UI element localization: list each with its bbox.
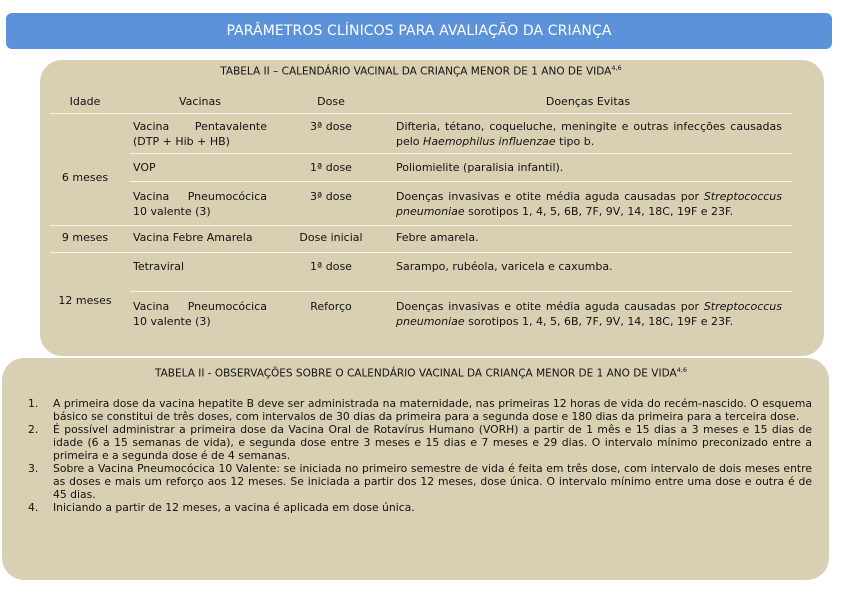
observation-number: 1. bbox=[28, 397, 39, 410]
age-6-meses: 6 meses bbox=[61, 171, 109, 184]
disease-cell: Poliomielite (paralisia infantil). bbox=[396, 161, 564, 174]
header-vacinas: Vacinas bbox=[179, 95, 221, 108]
age-9-meses: 9 meses bbox=[61, 231, 109, 244]
observation-number: 2. bbox=[28, 423, 39, 436]
dose-cell: Dose inicial bbox=[299, 231, 363, 244]
row-divider bbox=[50, 225, 792, 226]
vaccine-cell: Tetraviral bbox=[133, 260, 185, 273]
row-divider bbox=[130, 153, 792, 154]
age-12-meses: 12 meses bbox=[58, 294, 112, 307]
vaccine-table-title: TABELA II – CALENDÁRIO VACINAL DA CRIANÇA MENOR DE 1 ANO DE VIDA$^{4,6}$ bbox=[220, 64, 622, 78]
row-divider bbox=[50, 252, 792, 253]
observation-item bbox=[28, 423, 812, 462]
vaccine-cell: Vacina Febre Amarela bbox=[133, 231, 253, 244]
observation-item bbox=[28, 501, 812, 514]
observation-text: Sobre a Vacina Pneumocócica 10 Valente: se iniciada no primeiro semestre de vida é feita em três dose, com intervalo de dois meses entre as doses e mais um reforço aos 12 meses. Se iniciada a partir dos 12 meses, dose única. O intervalo mínimo entre uma dose e outra é de 45 dias. bbox=[53, 462, 812, 501]
row-divider bbox=[50, 113, 792, 114]
disease-cell: Febre amarela. bbox=[396, 231, 479, 244]
header-doencas: Doenças Evitas bbox=[545, 95, 631, 108]
vaccine-cell: Vacina Pneumocócica 10 valente (3) bbox=[133, 190, 267, 218]
page-title: PARÂMETROS CLÍNICOS PARA AVALIAÇÃO DA CRIANÇA bbox=[226, 23, 612, 39]
observation-text: A primeira dose da vacina hepatite B deve ser administrada na maternidade, nas primeiras 12 horas de vida do recém-nascido. O esquema básico se constitui de três doses, com intervalos de 30 dias da primeira para a segunda dose e 180 dias da primeira para a terceira dose. bbox=[53, 397, 812, 423]
observations-title: TABELA II - OBSERVAÇÕES SOBRE O CALENDÁRIO VACINAL DA CRIANÇA MENOR DE 1 ANO DE VIDA$^{4,6}$ bbox=[155, 366, 687, 380]
dose-cell: 1ª dose bbox=[310, 260, 352, 273]
vaccine-cell: Vacina Pentavalente (DTP + Hib + HB) bbox=[133, 120, 267, 148]
observation-number: 4. bbox=[28, 501, 39, 514]
disease-cell: Difteria, tétano, coqueluche, meningite e outras infecções causadas pelo Haemophilus influenzae tipo b. bbox=[396, 120, 782, 148]
dose-cell: 1ª dose bbox=[310, 161, 352, 174]
dose-cell: 3ª dose bbox=[310, 120, 352, 133]
disease-cell: Sarampo, rubéola, varicela e caxumba. bbox=[396, 260, 613, 273]
vaccine-cell: VOP bbox=[133, 161, 156, 174]
observation-text: Iniciando a partir de 12 meses, a vacina é aplicada em dose única. bbox=[53, 501, 415, 514]
header-idade: Idade bbox=[69, 95, 101, 108]
row-divider bbox=[130, 291, 792, 292]
disease-cell: Doenças invasivas e otite média aguda causadas por Streptococcus pneumoniae sorotipos 1, 4, 5, 6B, 7F, 9V, 14, 18C, 19F e 23F. bbox=[396, 190, 782, 218]
row-divider bbox=[130, 181, 792, 182]
dose-cell: Reforço bbox=[310, 300, 352, 313]
vaccine-cell: Vacina Pneumocócica 10 valente (3) bbox=[133, 300, 267, 328]
observation-text: É possível administrar a primeira dose da Vacina Oral de Rotavírus Humano (VORH) a partir de 1 mês e 15 dias a 3 meses e 15 dias de idade (6 a 15 semanas de vida), e segunda dose entre 3 meses e 15 dias e 7 meses e 29 dias. O intervalo mínimo preconizado entre a primeira e a segunda dose é de 4 semanas. bbox=[53, 423, 812, 462]
observation-item bbox=[28, 397, 812, 423]
header-dose: Dose bbox=[317, 95, 345, 108]
observations-list bbox=[28, 397, 812, 514]
observation-item bbox=[28, 462, 812, 501]
observation-number: 3. bbox=[28, 462, 39, 475]
dose-cell: 3ª dose bbox=[310, 190, 352, 203]
disease-cell: Doenças invasivas e otite média aguda causadas por Streptococcus pneumoniae sorotipos 1, 4, 5, 6B, 7F, 9V, 14, 18C, 19F e 23F. bbox=[396, 300, 782, 328]
